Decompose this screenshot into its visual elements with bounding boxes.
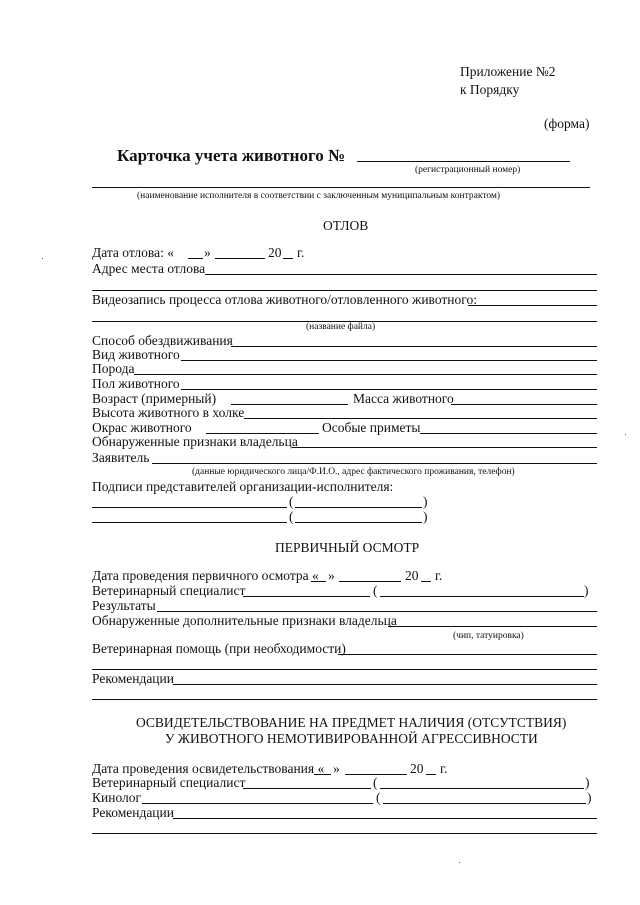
aggr-heading-1: ОСВИДЕТЕЛЬСТВОВАНИЕ НА ПРЕДМЕТ НАЛИЧИЯ (ОТСУТСТВИЯ)	[136, 715, 567, 730]
reg-number-line[interactable]	[357, 161, 570, 162]
marks-label: Особые приметы	[322, 420, 421, 435]
height-field[interactable]	[244, 418, 597, 419]
scan-speck	[42, 258, 43, 259]
address-field[interactable]	[205, 274, 597, 275]
aggr-recs-field-2[interactable]	[92, 833, 597, 834]
paren-close: )	[423, 509, 428, 524]
aggr-year-field[interactable]	[426, 774, 436, 775]
exam-recs-field-2[interactable]	[92, 699, 597, 700]
marks-field[interactable]	[420, 433, 597, 434]
paren-close: )	[587, 790, 592, 805]
breed-field[interactable]	[134, 374, 597, 375]
chip-caption: (чип, татуировка)	[453, 631, 524, 641]
capture-heading: ОТЛОВ	[323, 218, 369, 233]
cynologist-name-field[interactable]	[383, 803, 586, 804]
owner-signs-label: Обнаруженные признаки владельца	[92, 434, 298, 449]
vet-help-field-2[interactable]	[92, 669, 597, 670]
video-field[interactable]	[468, 305, 597, 306]
results-label: Результаты	[92, 598, 156, 613]
signature-field-1[interactable]	[92, 507, 287, 508]
applicant-label: Заявитель	[92, 450, 150, 465]
breed-label: Порода	[92, 361, 135, 376]
kind-label: Вид животного	[92, 347, 180, 362]
signature-name-field-1[interactable]	[295, 507, 422, 508]
vet-help-label: Ветеринарная помощь (при необходимости)	[92, 641, 346, 656]
paren-open: (	[373, 775, 378, 790]
weight-label: Масса животного	[353, 391, 454, 406]
method-label: Способ обездвиживания	[92, 333, 233, 348]
reg-number-caption: (регистрационный номер)	[415, 165, 521, 175]
executor-caption: (наименование исполнителя в соответствии с заключенным муниципальным контрактом)	[137, 191, 501, 201]
appendix-label: Приложение №2	[460, 64, 556, 79]
exam-vet-name-field[interactable]	[380, 596, 584, 597]
signatures-label: Подписи представителей организации-исполнителя:	[92, 479, 394, 494]
video-label: Видеозапись процесса отлова животного/отловленного животного:	[92, 292, 477, 307]
paren-close: )	[423, 494, 428, 509]
paren-open: (	[289, 494, 294, 509]
capture-day-field[interactable]	[188, 258, 203, 259]
paren-open: (	[289, 509, 294, 524]
aggr-date-end: г.	[440, 761, 448, 776]
aggr-recs-label: Рекомендации	[92, 805, 174, 820]
address-field-2[interactable]	[92, 290, 597, 291]
paren-open: (	[376, 790, 381, 805]
scan-speck	[459, 862, 460, 863]
file-caption: (название файла)	[306, 322, 376, 332]
extra-signs-label: Обнаруженные дополнительные признаки владельца	[92, 613, 397, 628]
owner-signs-field[interactable]	[292, 447, 597, 448]
aggr-vet-field[interactable]	[243, 788, 371, 789]
exam-date-mid: »	[328, 568, 335, 583]
exam-recs-field[interactable]	[173, 684, 597, 685]
results-field[interactable]	[157, 611, 597, 612]
sex-label: Пол животного	[92, 376, 180, 391]
address-label: Адрес места отлова	[92, 261, 206, 276]
age-field[interactable]	[231, 404, 348, 405]
exam-heading: ПЕРВИЧНЫЙ ОСМОТР	[275, 540, 420, 555]
capture-date-year: 20	[268, 245, 282, 260]
exam-date-year: 20	[405, 568, 419, 583]
applicant-caption: (данные юридического лица/Ф.И.О., адрес фактического проживания, телефон)	[192, 467, 515, 477]
exam-vet-field[interactable]	[243, 596, 370, 597]
color-label: Окрас животного	[92, 420, 192, 435]
aggr-heading-2: У ЖИВОТНОГО НЕМОТИВИРОВАННОЙ АГРЕССИВНОСТИ	[165, 731, 538, 746]
aggr-date-year: 20	[410, 761, 424, 776]
order-label: к Порядку	[460, 82, 520, 97]
kind-field[interactable]	[181, 360, 597, 361]
exam-vet-label: Ветеринарный специалист	[92, 583, 246, 598]
paren-close: )	[584, 583, 589, 598]
aggr-date-mid: »	[333, 761, 340, 776]
capture-date-end: г.	[297, 245, 305, 260]
weight-field[interactable]	[451, 404, 597, 405]
capture-date-label: Дата отлова: «	[92, 245, 174, 260]
page-title: Карточка учета животного №	[117, 146, 346, 165]
capture-month-field[interactable]	[215, 258, 265, 259]
sex-field[interactable]	[181, 389, 597, 390]
scan-speck	[625, 434, 626, 435]
paren-open: (	[373, 583, 378, 598]
method-field[interactable]	[231, 346, 597, 347]
applicant-field[interactable]	[152, 463, 597, 464]
signature-field-2[interactable]	[92, 522, 287, 523]
executor-line[interactable]	[92, 187, 590, 188]
exam-recs-label: Рекомендации	[92, 671, 174, 686]
exam-date-end: г.	[435, 568, 443, 583]
extra-signs-field[interactable]	[388, 626, 597, 627]
exam-day-field[interactable]	[311, 581, 326, 582]
aggr-vet-label: Ветеринарный специалист	[92, 775, 246, 790]
exam-date-label: Дата проведения первичного осмотра «	[92, 568, 319, 583]
cynologist-label: Кинолог	[92, 790, 142, 805]
aggr-recs-field[interactable]	[173, 818, 597, 819]
signature-name-field-2[interactable]	[295, 522, 422, 523]
aggr-day-field[interactable]	[314, 774, 331, 775]
aggr-vet-name-field[interactable]	[380, 788, 584, 789]
vet-help-field[interactable]	[338, 654, 597, 655]
cynologist-field[interactable]	[142, 803, 373, 804]
aggr-date-label: Дата проведения освидетельствования «	[92, 761, 325, 776]
exam-year-field[interactable]	[421, 581, 431, 582]
exam-month-field[interactable]	[339, 581, 401, 582]
capture-year-field[interactable]	[283, 258, 293, 259]
age-label: Возраст (примерный)	[92, 391, 217, 406]
height-label: Высота животного в холке	[92, 405, 245, 420]
capture-date-mid: »	[204, 245, 211, 260]
form-label: (форма)	[544, 116, 590, 131]
paren-close: )	[585, 775, 590, 790]
